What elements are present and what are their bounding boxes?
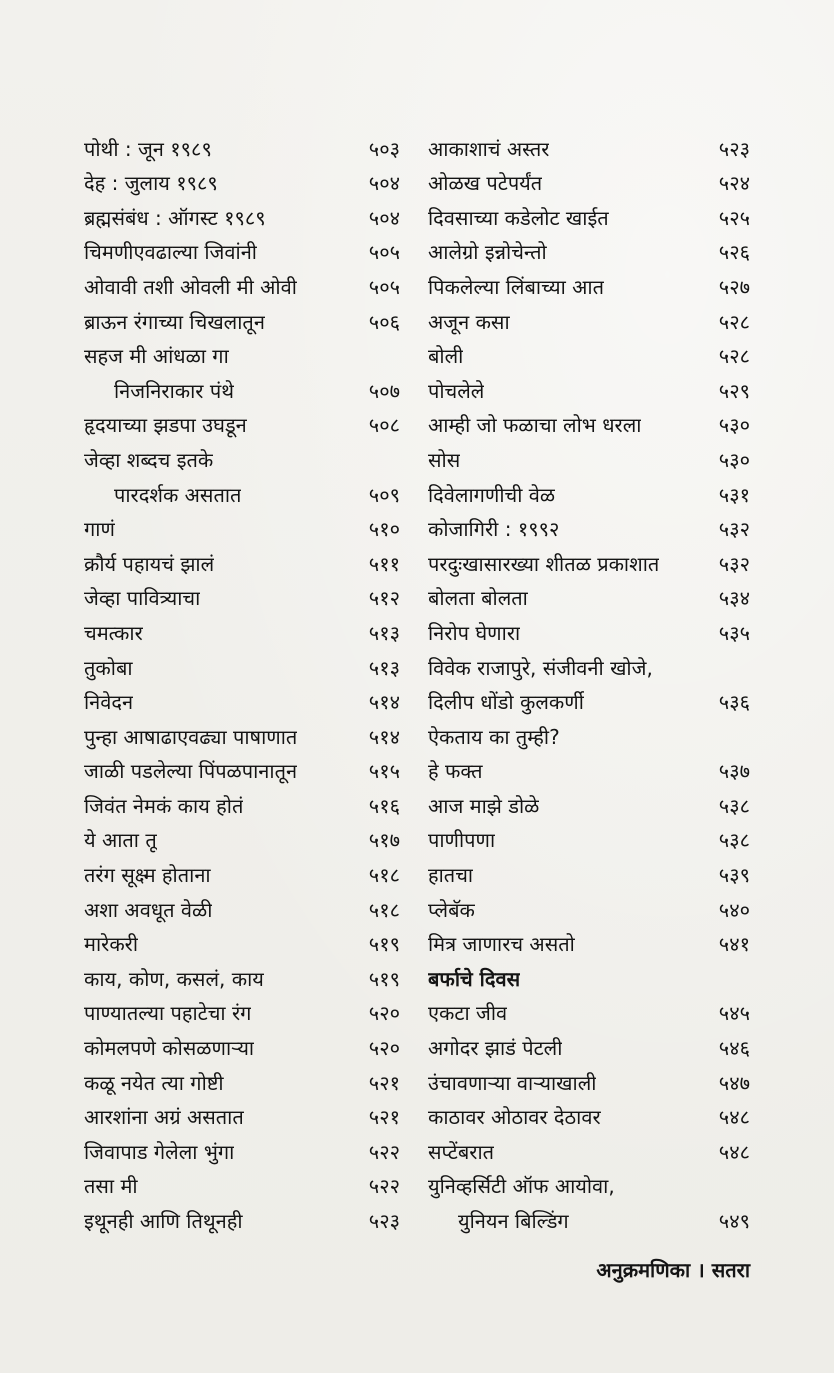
toc-entry [84, 265, 400, 300]
entry-page-number: ५४५ [718, 1001, 750, 1026]
entry-title: पोचलेले [428, 378, 485, 403]
entry-page-number: ५११ [368, 551, 400, 576]
entry-page-number: ५४९ [718, 1209, 750, 1233]
toc-entry [428, 957, 750, 992]
toc-entry [428, 265, 750, 300]
entry-title: पोथी : जून १९८९ [84, 136, 212, 161]
entry-page-number: ५२१ [368, 1105, 400, 1130]
entry-page-number: ५४१ [718, 932, 750, 957]
entry-title: हृदयाच्या झडपा उघडून [84, 413, 247, 438]
entry-title: युनियन बिल्डिंग [458, 1209, 569, 1233]
toc-entry [428, 715, 750, 750]
entry-page-number: ५२८ [718, 309, 750, 334]
entry-title: ओवावी तशी ओवली मी ओवी [84, 274, 297, 299]
entry-page-number: ५०५ [368, 274, 400, 299]
entry-title: पुन्हा आषाढाएवढ्या पाषाणात [84, 724, 298, 749]
toc-entry [428, 646, 750, 681]
entry-page-number: ५१७ [368, 828, 400, 853]
entry-page-number: ५२८ [718, 344, 750, 369]
entry-page-number: ५०४ [368, 205, 400, 230]
entry-page-number: ५१५ [368, 759, 400, 784]
entry-title: जेव्हा पावित्र्याचा [84, 586, 201, 611]
entry-title: हे फक्त [428, 759, 483, 784]
toc-entry [428, 611, 750, 646]
entry-title: मित्र जाणारच असतो [428, 932, 575, 957]
toc-entry [84, 577, 400, 612]
toc-entry [428, 923, 750, 958]
entry-page-number: ५२४ [718, 171, 750, 196]
toc-entry [428, 577, 750, 612]
entry-page-number: ५२२ [368, 1139, 400, 1164]
toc-entry [428, 162, 750, 197]
toc-entry [428, 404, 750, 439]
entry-page-number: ५२२ [368, 1174, 400, 1199]
entry-title: तसा मी [84, 1174, 138, 1199]
entry-title: ब्राऊन रंगाच्या चिखलातून [84, 309, 265, 334]
entry-page-number: ५२९ [718, 378, 750, 403]
entry-page-number: ५१३ [368, 620, 400, 645]
entry-page-number: ५०७ [368, 378, 400, 403]
entry-page-number: ५४० [718, 897, 750, 922]
entry-page-number: ५२० [368, 1001, 400, 1026]
entry-page-number: ५२६ [718, 240, 750, 265]
toc-left-column [84, 127, 400, 1234]
toc-entry [428, 992, 750, 1027]
toc-right-column [428, 127, 750, 1234]
entry-page-number: ५४६ [718, 1036, 750, 1061]
entry-page-number: ५३४ [718, 586, 750, 611]
entry-page-number: ५३१ [718, 482, 750, 507]
entry-title: ओळख पटेपर्यंत [428, 171, 543, 196]
toc-entry [428, 1061, 750, 1096]
entry-title: कोमलपणे कोसळणाऱ्या [84, 1036, 255, 1061]
toc-entry [428, 508, 750, 543]
toc-entry [84, 784, 400, 819]
entry-page-number: ५३९ [718, 863, 750, 888]
entry-page-number: ५३८ [718, 828, 750, 853]
toc-entry [84, 127, 400, 162]
entry-title: हातचा [428, 863, 474, 888]
entry-title: काठावर ओठावर देठावर [428, 1105, 601, 1130]
entry-title: इथूनही आणि तिथूनही [84, 1209, 243, 1233]
entry-page-number: ५०९ [368, 482, 400, 507]
entry-page-number: ५१४ [368, 690, 400, 715]
entry-page-number: ५३८ [718, 793, 750, 818]
entry-title: अशा अवधूत वेळी [84, 897, 213, 922]
toc-entry [428, 127, 750, 162]
toc-entry [84, 611, 400, 646]
entry-page-number: ५३५ [718, 620, 750, 645]
entry-page-number: ५३० [718, 447, 750, 472]
entry-title: बोलता बोलता [428, 586, 528, 611]
page-footer: अनुक्रमणिका । सतरा [596, 1258, 750, 1282]
entry-title: ऐकताय का तुम्ही? [428, 724, 560, 749]
entry-title: आम्ही जो फळाचा लोभ धरला [428, 413, 642, 438]
entry-title: जिवापाड गेलेला भुंगा [84, 1139, 235, 1164]
toc-entry [84, 473, 400, 508]
entry-title: पारदर्शक असतात [114, 482, 242, 507]
toc-entry [84, 508, 400, 543]
entry-title: जाळी पडलेल्या पिंपळपानातून [84, 759, 298, 784]
entry-page-number: ५२० [368, 1036, 400, 1061]
toc-entry [428, 681, 750, 716]
toc-entry [428, 335, 750, 370]
entry-title: चिमणीएवढाल्या जिवांनी [84, 240, 257, 265]
entry-title: परदुःखासारख्या शीतळ प्रकाशात [428, 551, 660, 576]
entry-page-number: ५१८ [368, 897, 400, 922]
toc-entry [428, 819, 750, 854]
entry-title: तुकोबा [84, 655, 133, 680]
entry-title: ये आता तू [84, 828, 157, 853]
entry-page-number: ५१८ [368, 863, 400, 888]
entry-title: आरशांना अग्रं असतात [84, 1105, 244, 1130]
toc-entry [84, 335, 400, 370]
toc-entry [428, 1096, 750, 1131]
toc-entry [84, 923, 400, 958]
toc-entry [84, 369, 400, 404]
entry-title: आज माझे डोळे [428, 793, 540, 818]
toc-entry [428, 369, 750, 404]
toc-entry [84, 300, 400, 335]
toc-entry [84, 542, 400, 577]
entry-page-number: ५२७ [718, 274, 750, 299]
entry-title: बर्फाचे दिवस [428, 966, 521, 991]
toc-entry [428, 542, 750, 577]
entry-title: दिलीप धोंडो कुलकर्णी [428, 690, 584, 715]
entry-title: पाणीपणा [428, 828, 496, 853]
entry-page-number: ५३२ [718, 551, 750, 576]
toc-entry [428, 1165, 750, 1200]
entry-title: अगोदर झाडं पेटली [428, 1036, 563, 1061]
toc-entry [428, 196, 750, 231]
entry-title: प्लेबॅक [428, 897, 475, 922]
entry-title: तरंग सूक्ष्म होताना [84, 863, 211, 888]
entry-page-number: ५३७ [718, 759, 750, 784]
entry-page-number: ५०३ [368, 136, 400, 161]
entry-title: जिवंत नेमकं काय होतं [84, 793, 244, 818]
entry-page-number: ५२५ [718, 205, 750, 230]
entry-title: उंचावणाऱ्या वाऱ्याखाली [428, 1070, 597, 1095]
entry-title: पाण्यातल्या पहाटेचा रंग [84, 1001, 252, 1026]
toc-entry [428, 750, 750, 785]
entry-page-number: ५१४ [368, 724, 400, 749]
toc-entry [84, 1130, 400, 1165]
entry-title: अजून कसा [428, 309, 510, 334]
toc-entry [428, 1130, 750, 1165]
entry-title: आकाशाचं अस्तर [428, 136, 550, 161]
toc-entry [428, 438, 750, 473]
entry-title: काय, कोण, कसलं, काय [84, 966, 264, 991]
entry-title: चमत्कार [84, 620, 143, 645]
entry-title: दिवेलागणीची वेळ [428, 482, 556, 507]
toc-entry [84, 404, 400, 439]
toc-entry [84, 715, 400, 750]
toc-entry [428, 473, 750, 508]
entry-title: जेव्हा शब्दच इतके [84, 447, 214, 472]
toc-entry [84, 1026, 400, 1061]
entry-page-number: ५२३ [368, 1209, 400, 1233]
toc-entry [428, 1026, 750, 1061]
entry-title: एकटा जीव [428, 1001, 508, 1026]
entry-page-number: ५०४ [368, 171, 400, 196]
entry-page-number: ५४७ [718, 1070, 750, 1095]
toc-entry [428, 1199, 750, 1234]
toc-entry [428, 300, 750, 335]
entry-page-number: ५३२ [718, 517, 750, 542]
toc-entry [84, 853, 400, 888]
toc-entry [84, 957, 400, 992]
entry-page-number: ५४८ [718, 1139, 750, 1164]
toc-entry [84, 681, 400, 716]
entry-title: गाणं [84, 517, 115, 542]
entry-page-number: ५१२ [368, 586, 400, 611]
entry-title: दिवसाच्या कडेलोट खाईत [428, 205, 609, 230]
entry-title: देह : जुलाय १९८९ [84, 171, 218, 196]
toc-entry [84, 1199, 400, 1234]
toc-entry [428, 853, 750, 888]
entry-title: पिकलेल्या लिंबाच्या आत [428, 274, 604, 299]
toc-entry [84, 750, 400, 785]
toc-entry [84, 819, 400, 854]
entry-title: सोस [428, 447, 461, 472]
entry-page-number: ५१९ [368, 966, 400, 991]
toc-entry [428, 231, 750, 266]
entry-page-number: ५२१ [368, 1070, 400, 1095]
toc-entry [428, 888, 750, 923]
entry-title: निजनिराकार पंथे [114, 378, 234, 403]
entry-page-number: ५१६ [368, 793, 400, 818]
toc-entry [84, 1096, 400, 1131]
toc-entry [84, 1061, 400, 1096]
entry-title: क्रौर्य पहायचं झालं [84, 551, 215, 576]
toc-entry [84, 438, 400, 473]
entry-title: युनिव्हर्सिटी ऑफ आयोवा, [428, 1174, 615, 1199]
toc-entry [84, 646, 400, 681]
entry-title: कळू नयेत त्या गोष्टी [84, 1070, 224, 1095]
entry-title: निवेदन [84, 690, 134, 715]
entry-page-number: ५३० [718, 413, 750, 438]
entry-title: निरोप घेणारा [428, 620, 521, 645]
toc-entry [84, 888, 400, 923]
entry-title: विवेक राजापुरे, संजीवनी खोजे, [428, 655, 653, 680]
toc-entry [84, 1165, 400, 1200]
entry-page-number: ५१३ [368, 655, 400, 680]
entry-title: मारेकरी [84, 932, 139, 957]
toc-entry [84, 992, 400, 1027]
toc-entry [84, 196, 400, 231]
entry-page-number: ५४८ [718, 1105, 750, 1130]
entry-page-number: ५०८ [368, 413, 400, 438]
entry-title: सप्टेंबरात [428, 1139, 495, 1164]
entry-title: कोजागिरी : १९९२ [428, 517, 560, 542]
entry-title: बोली [428, 344, 464, 369]
entry-page-number: ५०५ [368, 240, 400, 265]
entry-page-number: ५०६ [368, 309, 400, 334]
entry-page-number: ५१० [368, 517, 400, 542]
toc-entry [84, 231, 400, 266]
toc-entry [428, 784, 750, 819]
entry-page-number: ५१९ [368, 932, 400, 957]
entry-title: सहज मी आंधळा गा [84, 344, 229, 369]
entry-title: आलेग्रो इन्नोचेन्तो [428, 240, 547, 265]
entry-title: ब्रह्मसंबंध : ऑगस्ट १९८९ [84, 205, 266, 230]
entry-page-number: ५२३ [718, 136, 750, 161]
toc-entry [84, 162, 400, 197]
entry-page-number: ५३६ [718, 690, 750, 715]
